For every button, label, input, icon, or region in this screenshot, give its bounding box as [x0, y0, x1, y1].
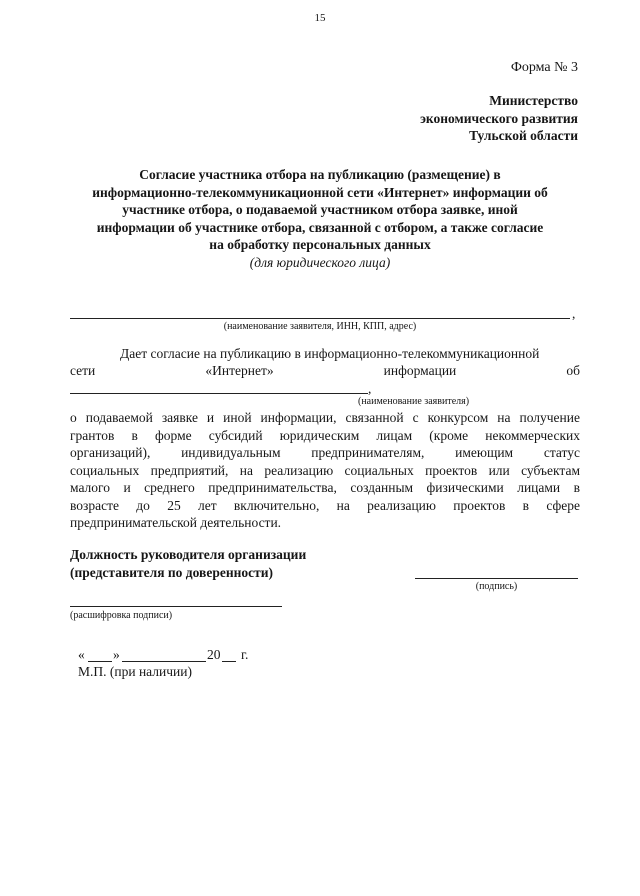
- date-open-quote: «: [78, 647, 85, 662]
- signature-caption: (подпись): [475, 581, 518, 592]
- consent-word-4: об: [566, 363, 580, 378]
- date-month-line: [122, 661, 206, 662]
- title-subtitle: (для юридического лица): [249, 255, 391, 270]
- title-line-2: информационно-телекоммуникационной сети «Интернет» информации об: [92, 184, 548, 200]
- stamp-note: М.П. (при наличии): [78, 664, 192, 679]
- title-line-3: участнике отбора, о подаваемой участником отбора заявке, иной: [122, 202, 518, 217]
- title-line-5: на обработку персональных данных: [209, 237, 431, 252]
- date-field: [78, 646, 268, 664]
- ministry-line-3: Тульской области: [469, 128, 578, 143]
- applicant-name-field-line: [70, 318, 570, 319]
- decryption-caption: (расшифровка подписи): [70, 610, 173, 621]
- date-close-quote: »: [113, 647, 120, 662]
- paragraph-line-5: малого и среднего предпринимательства, созданным физическими лицами в: [70, 480, 580, 495]
- consent-blank-comma: ,: [368, 381, 372, 396]
- ministry-line-2: экономического развития: [420, 110, 578, 126]
- paragraph-line-3: организаций), индивидуальным предпринимателям, имеющим статус: [70, 445, 580, 460]
- page-number: 15: [314, 12, 326, 24]
- consent-line-2: [70, 362, 580, 380]
- paragraph-line-4: социальных предприятий, на реализацию социальных проектов или субъектам: [70, 462, 580, 478]
- title-line-4: информации об участнике отбора, связанной с отбором, а также согласие: [96, 219, 544, 235]
- position-line-2: (представителя по доверенности): [70, 564, 274, 580]
- consent-word-1: сети: [70, 363, 96, 378]
- ministry-block: [420, 92, 578, 145]
- decryption-field-line: [70, 606, 282, 607]
- consent-paragraph: [70, 409, 580, 532]
- applicant-comma: ,: [572, 306, 576, 321]
- date-year-suffix: г.: [241, 647, 249, 662]
- paragraph-line-1: о подаваемой заявке и иной информации, связанной с конкурсом на получение: [70, 410, 580, 425]
- applicant-caption: (наименование заявителя, ИНН, КПП, адрес): [223, 321, 417, 332]
- form-number: Форма № 3: [510, 60, 578, 75]
- consent-word-2: «Интернет»: [205, 363, 274, 378]
- paragraph-line-2: грантов в форме субсидий юридическим лицам (кроме некоммерческих: [70, 427, 580, 443]
- applicant-short-name-field-line: [70, 393, 368, 394]
- consent-blank-caption: (наименование заявителя): [358, 396, 470, 407]
- document-title: [62, 166, 578, 254]
- position-title: [70, 546, 306, 581]
- consent-word-3: информации: [383, 363, 457, 378]
- date-year-prefix: 20: [207, 647, 221, 662]
- date-day-line: [88, 661, 112, 662]
- consent-line-1: Дает согласие на публикацию в информационно-телекоммуникационной: [120, 346, 540, 361]
- date-year-line: [222, 661, 236, 662]
- title-line-1: Согласие участника отбора на публикацию (размещение) в: [139, 167, 501, 182]
- ministry-line-1: Министерство: [489, 93, 578, 108]
- position-line-1: Должность руководителя организации: [70, 547, 307, 562]
- paragraph-line-6: возрасте до 25 лет включительно, на реализацию проектов в сфере: [70, 497, 580, 513]
- paragraph-line-7: предпринимательской деятельности.: [70, 515, 282, 530]
- signature-field-line: [415, 578, 578, 579]
